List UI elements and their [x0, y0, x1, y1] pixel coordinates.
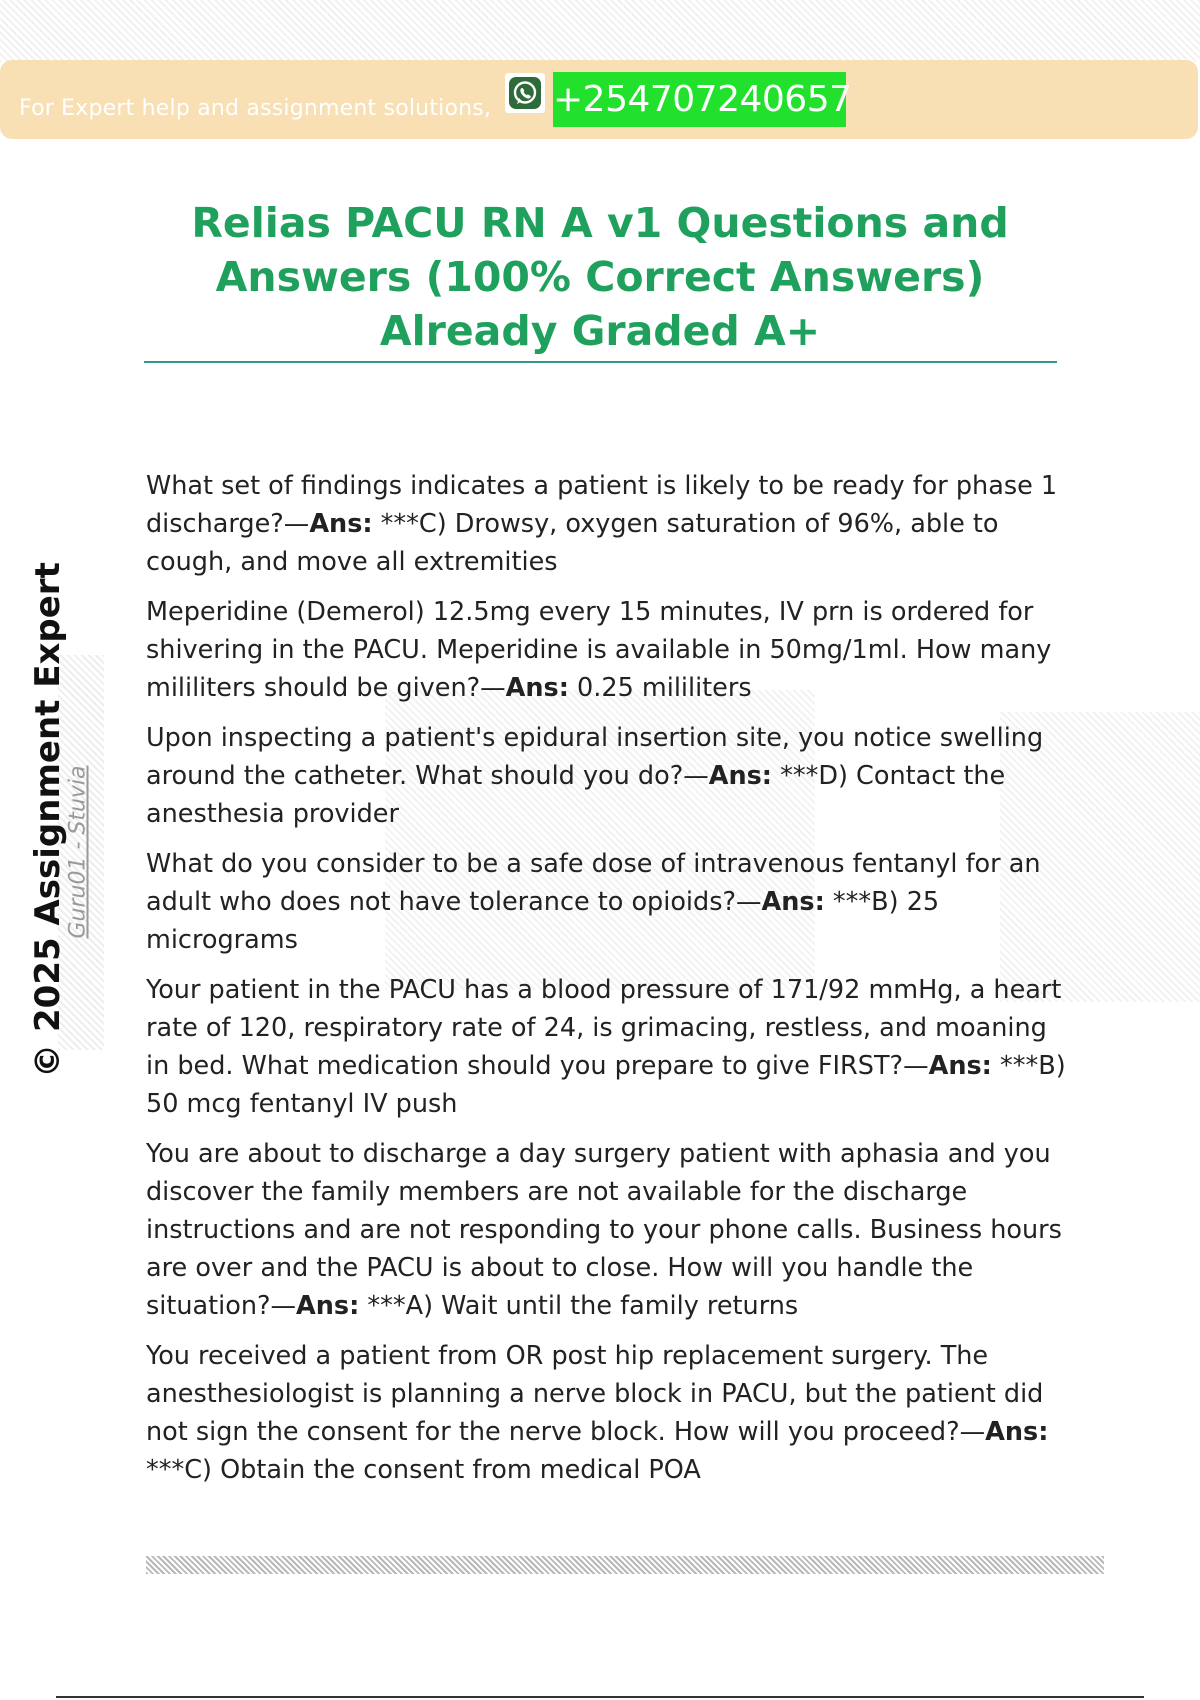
qa-item — [146, 593, 1066, 707]
qa-item — [146, 1337, 1066, 1489]
answer-label: Ans: — [309, 509, 373, 539]
author-watermark: Guru01 - Stuvia — [65, 765, 91, 939]
answer-text: ***A) Wait until the family returns — [359, 1291, 799, 1321]
question-text: Meperidine (Demerol) 12.5mg every 15 minutes, IV prn is ordered for shivering in the PACU. Meperidine is available in 50mg/1ml. How many mililiters should be given?— — [146, 597, 1052, 703]
qa-item — [146, 467, 1066, 581]
answer-text: ***B) 50 mcg fentanyl IV push — [146, 1051, 1066, 1119]
qa-item — [146, 845, 1066, 959]
answer-label: Ans: — [505, 673, 569, 703]
question-text: You are about to discharge a day surgery patient with aphasia and you discover the family members are not available for the discharge instructions and are not responding to your phone calls. Business hours are over and the PACU is about to close. How will you handle the situation?— — [146, 1139, 1062, 1321]
answer-label: Ans: — [985, 1417, 1049, 1447]
answer-label: Ans: — [708, 761, 772, 791]
banner-text: For Expert help and assignment solutions, — [19, 96, 492, 121]
title-divider — [144, 361, 1057, 363]
copyright-watermark: © 2025 Assignment Expert — [28, 562, 68, 1078]
answer-label: Ans: — [761, 887, 825, 917]
question-text: What set of findings indicates a patient is likely to be ready for phase 1 discharge?— — [146, 471, 1058, 539]
bottom-texture-strip — [146, 1556, 1104, 1574]
answer-text: ***B) 25 micrograms — [146, 887, 940, 955]
top-texture — [0, 0, 1200, 62]
qa-item — [146, 1135, 1066, 1325]
answer-label: Ans: — [296, 1291, 360, 1321]
answer-text: ***C) Obtain the consent from medical POA — [146, 1455, 701, 1485]
question-text: Upon inspecting a patient's epidural insertion site, you notice swelling around the catheter. What should you do?— — [146, 723, 1044, 791]
question-text: Your patient in the PACU has a blood pressure of 171/92 mmHg, a heart rate of 120, respiratory rate of 24, is grimacing, restless, and moaning in bed. What medication should you prepare to give FIRST?— — [146, 975, 1062, 1081]
document-title: Relias PACU RN A v1 Questions and Answers (100% Correct Answers) Already Graded A+ — [191, 199, 1009, 355]
footer-divider — [56, 1696, 1144, 1698]
answer-text: 0.25 mililiters — [568, 673, 752, 703]
question-text: You received a patient from OR post hip replacement surgery. The anesthesiologist is planning a nerve block in PACU, but the patient did not sign the consent for the nerve block. How will you proceed?— — [146, 1341, 1044, 1447]
answer-text: ***C) Drowsy, oxygen saturation of 96%, able to cough, and move all extremities — [146, 509, 999, 577]
phone-number[interactable]: +254707240657 — [553, 72, 846, 127]
question-text: What do you consider to be a safe dose of intravenous fentanyl for an adult who does not have tolerance to opioids?— — [146, 849, 1041, 917]
answer-label: Ans: — [928, 1051, 992, 1081]
qa-list — [146, 467, 1066, 1501]
qa-item — [146, 971, 1066, 1123]
answer-text: ***D) Contact the anesthesia provider — [146, 761, 1006, 829]
whatsapp-icon — [505, 73, 545, 113]
qa-item — [146, 719, 1066, 833]
